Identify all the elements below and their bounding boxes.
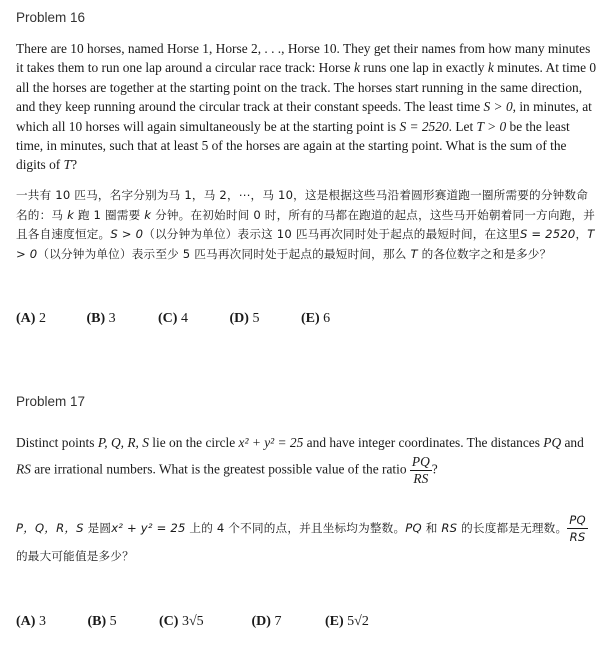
choice-e: (E) 6 xyxy=(301,311,331,326)
problem-17-text-zh: P，Q，R，S 是圆x² + y² = 25 上的 4 个不同的点，并且坐标均为整数。PQ 和 RS 的长度都是无理数。 $\frac{PQ}{RS}$ 的最大可能值是多少？ xyxy=(16,513,586,563)
choice-c: (C) 3√5 xyxy=(159,614,204,629)
choice-b: (B) 3 xyxy=(86,311,116,326)
choice-a: (A) 3 xyxy=(16,614,46,629)
choice-d: (D) 7 xyxy=(251,614,282,629)
choice-e: (E) 5√2 xyxy=(325,614,369,629)
choice-d: (D) 5 xyxy=(229,311,260,326)
choice-a: (A) 2 xyxy=(16,311,46,326)
problem-16-text-en: There are 10 horses, named Horse 1, Horse 2, . . ., Horse 10. They get their names from how many minutes it takes them to run one lap around a circular race track: Horse k runs one lap in exactly k minutes. At time 0 all the horses are together at the starting point on the track. The horses start running in the same direction, and they keep running around the circular track at their constant speeds. The least time S > 0, in minutes, at which all 10 horses will again simultaneously be at the starting point is S = 2520. Let T > 0 be the least time, in minutes, such that at least 5 of the horses are again at the starting point. What is the sum of the digits of T? xyxy=(16,41,597,173)
problem-17-answer-choices xyxy=(16,614,369,630)
problem-16-heading: Problem 16 xyxy=(16,10,86,25)
choice-c: (C) 4 xyxy=(158,311,188,326)
choice-b: (B) 5 xyxy=(87,614,117,629)
problem-17-text-en: Distinct points P, Q, R, S lie on the circle x² + y² = 25 and have integer coordinates. The distances PQ and RS are irrational numbers. What is the greatest possible value of the ratio $\frac{PQ}{RS}$ ? xyxy=(16,435,584,486)
problem-16-text-zh: 一共有 10 匹马，名字分别为马 1，马 2，⋯，马 10，这是根据这些马沿着圆形赛道跑一圈所需要的分钟数命名的：马 k 跑 1 圈需要 k 分钟。在初始时间 0 时，所有的马都在跑道的起点，这些马开始朝着同一方向跑，并且各自速度恒定。S > 0（以分钟为单位）表示这 10 匹马再次同时处于起点的最短时间，在这里S = 2520，T > 0（以分钟为单位）表示至少 5 匹马再次同时处于起点的最短时间，那么 T 的各位数字之和是多少？ xyxy=(16,188,596,261)
problem-17-heading: Problem 17 xyxy=(16,394,86,409)
ratio-fraction: $\frac{PQ}{RS}$ xyxy=(411,454,430,486)
problem-16-answer-choices xyxy=(16,311,330,327)
ratio-fraction-zh: $\frac{PQ}{RS}$ xyxy=(569,513,586,544)
